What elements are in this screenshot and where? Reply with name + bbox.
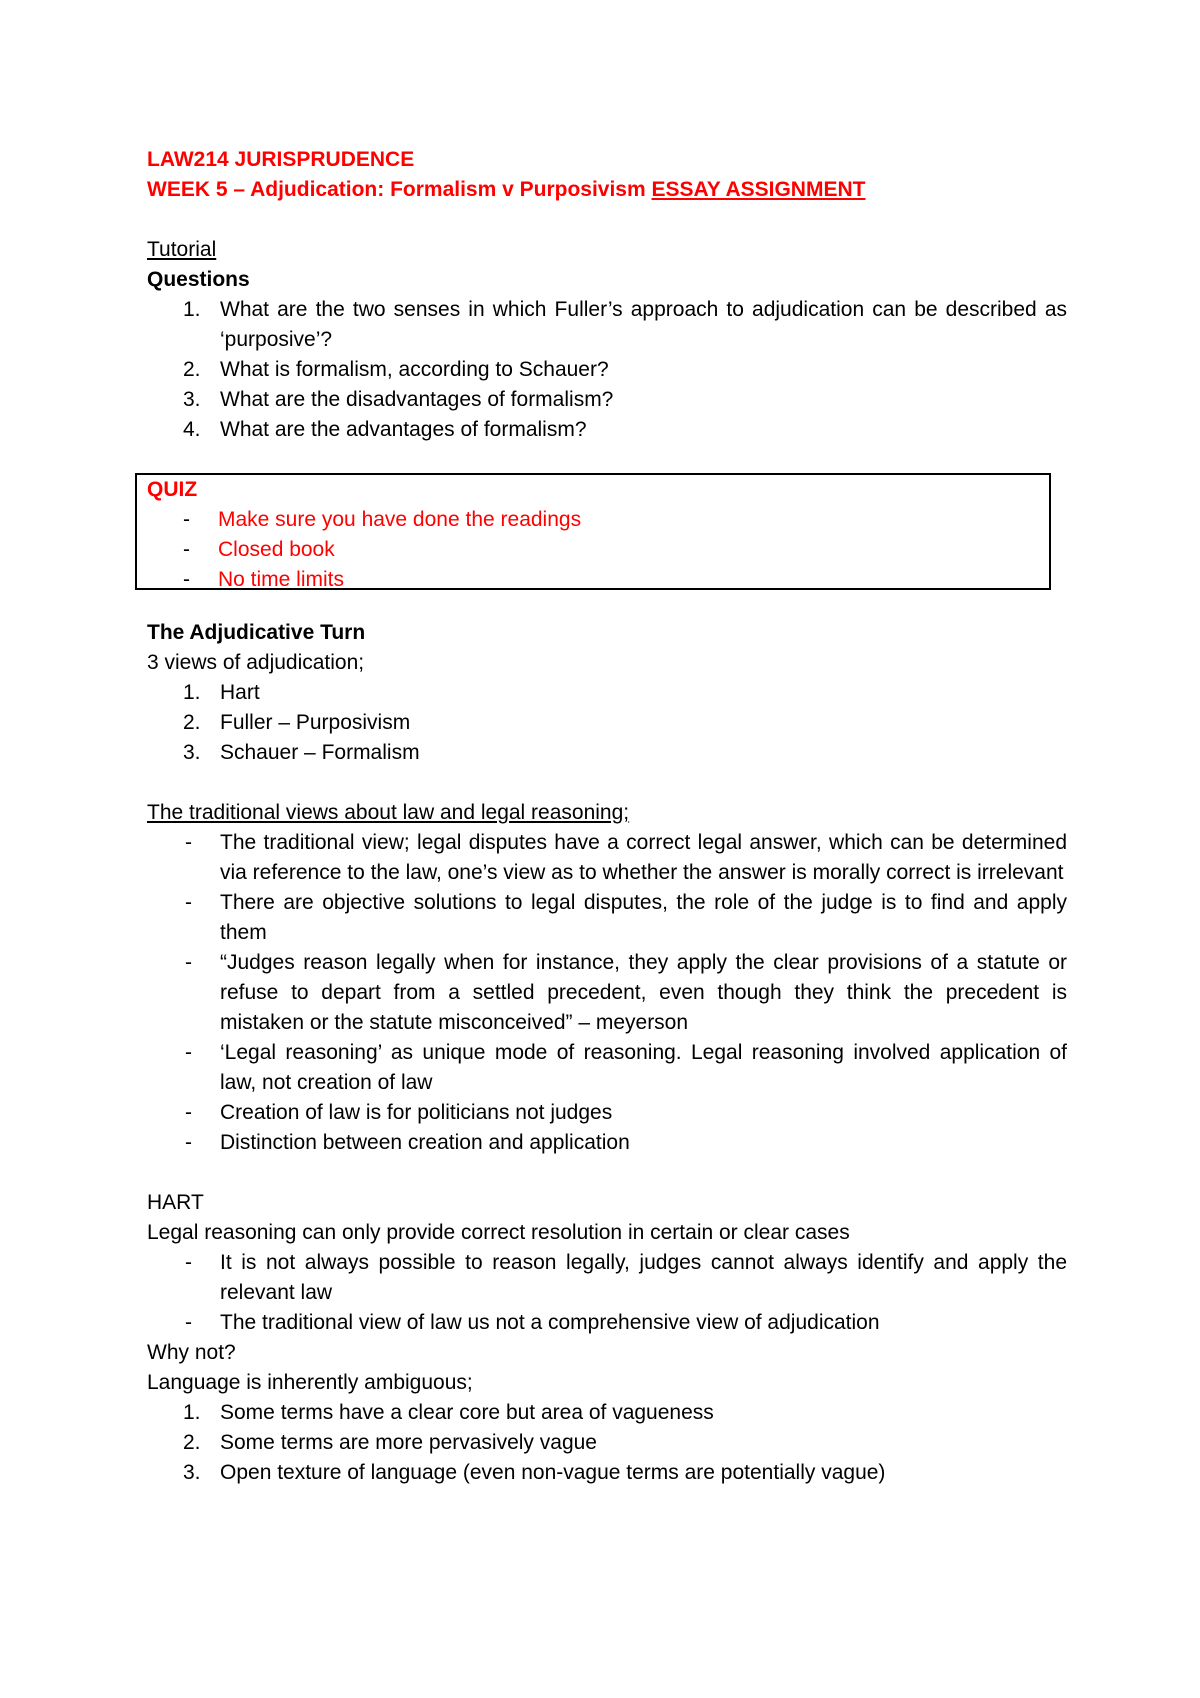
hart-list xyxy=(147,1248,1067,1338)
traditional-item xyxy=(147,828,1067,888)
question-number: 1. xyxy=(183,298,201,321)
quiz-list xyxy=(147,505,1049,595)
language-points-list xyxy=(147,1398,1067,1488)
questions-heading: Questions xyxy=(147,268,250,291)
adjudication-views-intro: 3 views of adjudication; xyxy=(147,651,365,674)
traditional-item-text: ‘Legal reasoning’ as unique mode of reasoning. Legal reasoning involved application of law, not creation of law xyxy=(220,1041,1067,1094)
quiz-item-text: Make sure you have done the readings xyxy=(218,508,582,531)
question-text: What is formalism, according to Schauer? xyxy=(220,358,609,381)
views-list xyxy=(147,678,1067,768)
question-text: What are the advantages of formalism? xyxy=(220,418,587,441)
week-title-main: WEEK 5 – Adjudication: Formalism v Purposivism xyxy=(147,178,646,201)
bullet-dash: - xyxy=(183,508,190,531)
traditional-item xyxy=(147,1038,1067,1098)
questions-list xyxy=(147,295,1067,445)
question-number: 4. xyxy=(183,418,201,441)
traditional-item xyxy=(147,1128,1067,1158)
bullet-dash: - xyxy=(185,1101,192,1124)
point-text: Some terms are more pervasively vague xyxy=(220,1431,597,1454)
quiz-item xyxy=(147,535,1049,565)
view-text: Fuller – Purposivism xyxy=(220,711,411,734)
quiz-item xyxy=(147,565,1049,595)
language-ambiguous: Language is inherently ambiguous; xyxy=(147,1371,473,1394)
bullet-dash: - xyxy=(183,568,190,591)
question-text: What are the disadvantages of formalism? xyxy=(220,388,614,411)
hart-item-text: The traditional view of law us not a comprehensive view of adjudication xyxy=(220,1311,880,1334)
quiz-heading: QUIZ xyxy=(147,478,198,501)
view-number: 1. xyxy=(183,681,201,704)
traditional-item-text: There are objective solutions to legal disputes, the role of the judge is to find and apply them xyxy=(220,891,1067,944)
question-text: What are the two senses in which Fuller’s approach to adjudication can be described as ‘purposive’? xyxy=(220,298,1067,351)
bullet-dash: - xyxy=(185,1131,192,1154)
bullet-dash: - xyxy=(185,891,192,914)
traditional-item xyxy=(147,888,1067,948)
document-page xyxy=(147,145,1067,1488)
spacer xyxy=(147,1158,1067,1188)
quiz-box xyxy=(135,473,1051,590)
point-text: Some terms have a clear core but area of vagueness xyxy=(220,1401,714,1424)
bullet-dash: - xyxy=(183,538,190,561)
view-number: 2. xyxy=(183,711,201,734)
bullet-dash: - xyxy=(185,951,192,974)
traditional-item-text: “Judges reason legally when for instance, they apply the clear provisions of a statute or refuse to depart from a settled precedent, even though they think the precedent is mistaken or the statute misconceived” – meyerson xyxy=(220,951,1067,1034)
traditional-item-text: Creation of law is for politicians not judges xyxy=(220,1101,613,1124)
traditional-heading: The traditional views about law and legal reasoning; xyxy=(147,801,630,824)
view-text: Hart xyxy=(220,681,260,704)
hart-item-text: It is not always possible to reason legally, judges cannot always identify and apply the relevant law xyxy=(220,1251,1067,1304)
view-item xyxy=(147,678,1067,708)
view-item xyxy=(147,708,1067,738)
course-title: LAW214 JURISPRUDENCE xyxy=(147,148,415,171)
hart-item xyxy=(147,1248,1067,1308)
point-number: 1. xyxy=(183,1401,201,1424)
point-number: 2. xyxy=(183,1431,201,1454)
view-item xyxy=(147,738,1067,768)
traditional-list xyxy=(147,828,1067,1158)
question-number: 3. xyxy=(183,388,201,411)
question-item xyxy=(147,385,1067,415)
question-item xyxy=(147,295,1067,355)
hart-item xyxy=(147,1308,1067,1338)
language-point xyxy=(147,1398,1067,1428)
tutorial-heading: Tutorial xyxy=(147,238,217,261)
spacer xyxy=(147,768,1067,798)
view-number: 3. xyxy=(183,741,201,764)
question-number: 2. xyxy=(183,358,201,381)
why-not: Why not? xyxy=(147,1341,236,1364)
quiz-item-text: No time limits xyxy=(218,568,345,591)
adjudicative-turn-heading: The Adjudicative Turn xyxy=(147,621,366,644)
bullet-dash: - xyxy=(185,1041,192,1064)
point-text: Open texture of language (even non-vague terms are potentially vague) xyxy=(220,1461,886,1484)
bullet-dash: - xyxy=(185,1251,192,1274)
question-item xyxy=(147,415,1067,445)
question-item xyxy=(147,355,1067,385)
hart-intro: Legal reasoning can only provide correct resolution in certain or clear cases xyxy=(147,1221,850,1244)
quiz-item xyxy=(147,505,1049,535)
quiz-item-text: Closed book xyxy=(218,538,335,561)
point-number: 3. xyxy=(183,1461,201,1484)
language-point xyxy=(147,1428,1067,1458)
language-point xyxy=(147,1458,1067,1488)
hart-heading: HART xyxy=(147,1191,204,1214)
spacer xyxy=(147,205,1067,235)
traditional-item-text: The traditional view; legal disputes have a correct legal answer, which can be determined via reference to the law, one’s view as to whether the answer is morally correct is irrelevant xyxy=(220,831,1067,884)
bullet-dash: - xyxy=(185,1311,192,1334)
spacer xyxy=(147,596,1067,618)
traditional-item-text: Distinction between creation and application xyxy=(220,1131,630,1154)
week-title-assignment: ESSAY ASSIGNMENT xyxy=(651,178,866,201)
traditional-item xyxy=(147,1098,1067,1128)
week-title xyxy=(147,175,1067,205)
bullet-dash: - xyxy=(185,831,192,854)
traditional-item xyxy=(147,948,1067,1038)
view-text: Schauer – Formalism xyxy=(220,741,420,764)
